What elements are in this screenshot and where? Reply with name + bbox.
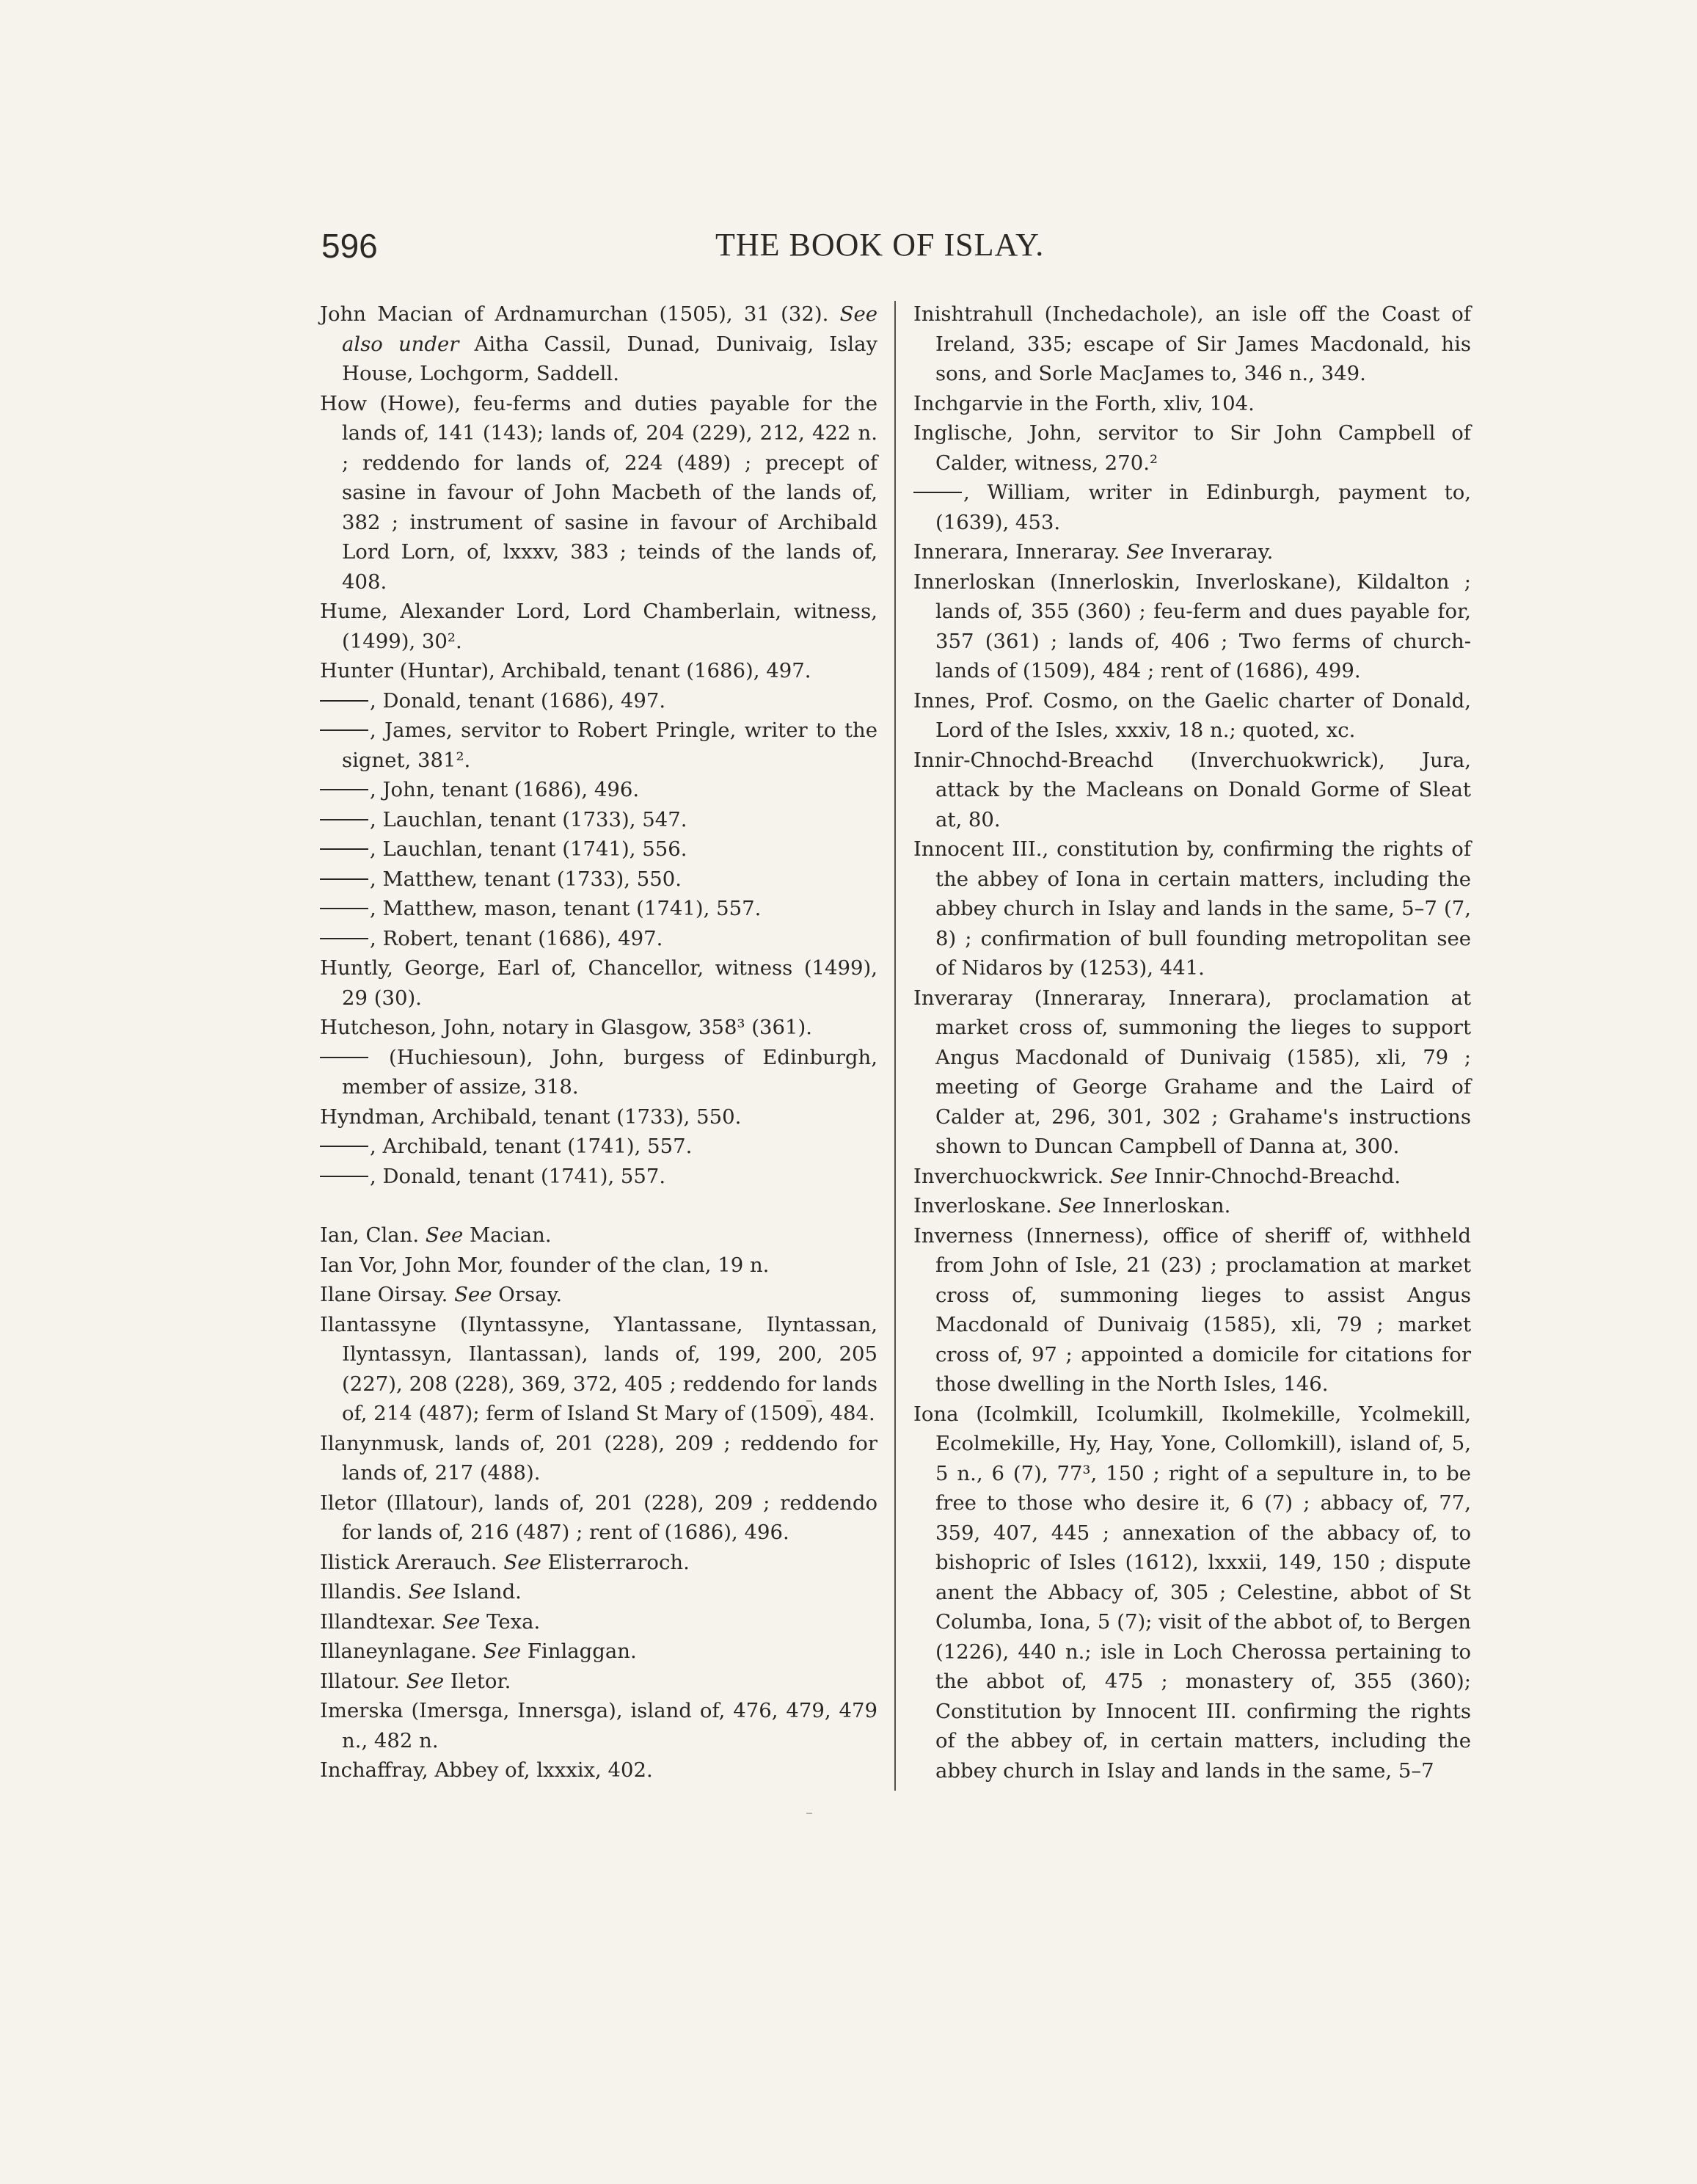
entry-text: Hutcheson, John, notary in Glasgow, 358³ (361). — [320, 1016, 812, 1039]
cross-reference-label: See — [503, 1550, 541, 1574]
entry-text: Inverloskane. — [913, 1194, 1059, 1217]
index-entry — [913, 537, 1471, 567]
repeat-dash — [320, 878, 368, 880]
index-entry — [320, 1755, 877, 1786]
entry-text: Illatour. — [320, 1669, 406, 1693]
entry-text-rest: Innir-Chnochd-Breachd. — [1147, 1164, 1401, 1188]
repeat-dash — [320, 1176, 368, 1177]
entry-text: , Archibald, tenant (1741), 557. — [370, 1135, 693, 1158]
index-entry — [320, 1696, 877, 1755]
index-entry — [320, 1043, 877, 1102]
index-entry — [320, 389, 877, 597]
entry-text: Illaneynlagane. — [320, 1639, 483, 1663]
index-entry — [913, 1162, 1471, 1192]
index-entry — [913, 834, 1471, 983]
entry-text: Innerara, Inneraray. — [913, 540, 1127, 564]
index-entry — [320, 1102, 877, 1132]
entry-text-rest: Innerloskan. — [1095, 1194, 1231, 1217]
entry-text: Imerska (Imersga, Innersga), island of, 476, 479, 479 n., 482 n. — [320, 1699, 877, 1752]
index-entry — [320, 924, 877, 954]
cross-reference-label: See — [1110, 1164, 1148, 1188]
entry-text: Innocent III., constitution by, confirming the rights of the abbey of Iona in certain matters, including the abbey church in Islay and lands in the same, 5–7 (7, 8) ; confirmation of bull founding metropolitan see of Nidaros by (1253), 441. — [913, 837, 1471, 980]
entry-text: Inchgarvie in the Forth, xliv, 104. — [913, 391, 1255, 415]
index-entry — [320, 864, 877, 895]
running-title: THE BOOK OF ISLAY. — [715, 227, 1045, 263]
index-entry — [320, 1488, 877, 1548]
index-entry — [913, 478, 1471, 537]
index-entry — [320, 1667, 877, 1697]
cross-reference-label: See — [425, 1223, 464, 1247]
entry-text-rest: Inveraray. — [1164, 540, 1274, 564]
index-entry — [320, 1280, 877, 1310]
entry-text: Hyndman, Archibald, tenant (1733), 550. — [320, 1104, 742, 1129]
repeat-dash — [320, 789, 368, 790]
entry-text-rest: Texa. — [480, 1609, 541, 1634]
index-entry — [913, 299, 1471, 389]
entry-text: Inchaffray, Abbey of, lxxxix, 402. — [320, 1758, 653, 1782]
cross-reference-label: See — [408, 1580, 446, 1604]
cross-reference-label: See — [1126, 540, 1164, 564]
entry-text: Iona (Icolmkill, Icolumkill, Ikolmekille, Ycolmekill, Ecolmekille, Hy, Hay, Yone, Collomkill), island of, 5, 5 n., 6 (7), 77³, 150 ; right of a sepulture in, to be free to those who desire it, 6 (7) ; abbacy of, 77, 359, 407, 445 ; annexation of the abbacy of, to bishopric of Isles (1612), lxxxii, 149, 150 ; dispute anent the Abbacy of, 305 ; Celestine, abbot of St Columba, Iona, 5 (7); visit of the abbot of, to Bergen (1226), 440 n.; isle in Loch Cherossa pertaining to the abbot of, 475 ; monastery of, 355 (360); Constitution by Innocent III. confirming the rights of the abbey of, in certain matters, including the abbey church in Islay and lands in the same, 5–7 — [913, 1402, 1471, 1783]
entry-text-rest: Finlaggan. — [521, 1639, 637, 1663]
index-entry — [320, 1310, 877, 1429]
entry-text: Ian Vor, John Mor, founder of the clan, 19 n. — [320, 1253, 770, 1277]
index-entry — [320, 1251, 877, 1281]
cross-reference-label: See — [1058, 1194, 1096, 1217]
entry-text: (Huchiesoun), John, burgess of Edinburgh, member of assize, 318. — [342, 1045, 877, 1099]
repeat-dash — [320, 908, 368, 909]
entry-text: , Donald, tenant (1741), 557. — [370, 1164, 666, 1188]
index-entry — [320, 1637, 877, 1667]
entry-text: , Matthew, mason, tenant (1741), 557. — [370, 897, 762, 920]
index-entry — [320, 656, 877, 686]
repeat-dash — [320, 819, 368, 820]
repeat-dash — [320, 938, 368, 939]
entry-text: Ian, Clan. — [320, 1223, 426, 1247]
repeat-dash — [320, 1146, 368, 1147]
entry-text: Hume, Alexander Lord, Lord Chamberlain, witness, (1499), 30². — [320, 600, 877, 653]
repeat-dash — [913, 492, 962, 493]
index-entry — [320, 805, 877, 835]
entry-text: Inverness (Innerness), office of sheriff of, withheld from John of Isle, 21 (23) ; proclamation at market cross of, summoning lieges to assist Angus Macdonald of Dunivaig (1585), xli, 79 ; market cross of, 97 ; appointed a domicile for citations for those dwelling in the North Isles, 146. — [913, 1223, 1471, 1396]
index-entry — [320, 1013, 877, 1043]
index-entry — [913, 746, 1471, 835]
entry-text: Ilantassyne (Ilyntassyne, Ylantassane, Ilyntassan, Ilyntassyn, Ilantassan), lands of, 199, 200, 205 (227), 208 (228), 369, 372, 405 ; reddendo for lands of, 214 (487); ferm of Island St Mary of (1509), 484. — [320, 1312, 877, 1425]
index-entry — [913, 418, 1471, 478]
entry-text: Ilane Oirsay. — [320, 1283, 455, 1306]
index-entry — [320, 1132, 877, 1162]
index-entry — [320, 1607, 877, 1637]
index-entry — [913, 567, 1471, 686]
entry-text: How (Howe), feu-ferms and duties payable for the lands of, 141 (143); lands of, 204 (229), 212, 422 n. ; reddendo for lands of, 224 (489) ; precept of sasine in favour of John Macbeth of the lands of, 382 ; instrument of sasine in favour of Archibald Lord Lorn, of, lxxxv, 383 ; teinds of the lands of, 408. — [320, 391, 877, 594]
entry-text: Ilistick Arerauch. — [320, 1550, 504, 1574]
entry-text-rest: Island. — [445, 1580, 522, 1604]
page-number: 596 — [321, 227, 378, 265]
index-entry — [913, 1399, 1471, 1786]
index-entry — [913, 389, 1471, 419]
entry-text: Huntly, George, Earl of, Chancellor, witness (1499), 29 (30). — [320, 956, 877, 1010]
index-entry — [320, 597, 877, 656]
index-entry — [913, 686, 1471, 746]
index-entry — [320, 1548, 877, 1578]
entry-text-rest: Orsay. — [492, 1283, 563, 1306]
entry-text-rest: Elisterraroch. — [541, 1550, 690, 1574]
index-entry — [320, 775, 877, 805]
entry-text: , Donald, tenant (1686), 497. — [370, 688, 666, 713]
entry-text-rest: Iletor. — [444, 1669, 511, 1693]
repeat-dash — [320, 1057, 368, 1058]
entry-text: Inglische, John, servitor to Sir John Campbell of Calder, witness, 270.² — [913, 421, 1471, 475]
cross-reference-label: See — [483, 1639, 522, 1663]
entry-text: Innir-Chnochd-Breachd (Inverchuokwrick), Jura, attack by the Macleans on Donald Gorme of Sleat at, 80. — [913, 748, 1471, 831]
index-column-left — [320, 299, 877, 1786]
entry-text: , Matthew, tenant (1733), 550. — [370, 867, 682, 891]
entry-text: Inveraray (Inneraray, Innerara), proclamation at market cross of, summoning the lieges to support Angus Macdonald of Dunivaig (1585), xli, 79 ; meeting of George Grahame and the Laird of Calder at, 296, 301, 302 ; Grahame's instructions shown to Duncan Campbell of Danna at, 300. — [913, 986, 1471, 1158]
entry-text: John Macian of Ardnamurchan (1505), 31 (32). — [320, 302, 840, 326]
cross-reference-label: See — [406, 1669, 445, 1693]
cross-reference-label: See also under — [342, 302, 877, 356]
index-entry — [913, 983, 1471, 1162]
repeat-dash — [320, 848, 368, 850]
index-column-right — [913, 299, 1471, 1786]
entry-text: , Robert, tenant (1686), 497. — [370, 926, 663, 950]
index-entry — [913, 1221, 1471, 1399]
entry-text: Illandis. — [320, 1580, 409, 1604]
entry-text-rest: Macian. — [463, 1223, 552, 1247]
entry-text: , John, tenant (1686), 496. — [370, 778, 640, 801]
entry-text: , William, writer in Edinburgh, payment to, (1639), 453. — [935, 481, 1471, 534]
entry-text: , James, servitor to Robert Pringle, writer to the signet, 381². — [342, 718, 877, 772]
index-entry — [320, 1577, 877, 1607]
index-entry — [320, 1429, 877, 1488]
entry-text: Innerloskan (Innerloskin, Inverloskane), Kildalton ; lands of, 355 (360) ; feu-ferm and dues payable for, 357 (361) ; lands of, 406 ; Two ferms of church-lands of (1509), 484 ; rent of (1686), 499. — [913, 569, 1471, 682]
column-divider — [894, 301, 896, 1791]
stray-mark — [806, 1400, 812, 1402]
entry-text: , Lauchlan, tenant (1733), 547. — [370, 807, 687, 831]
entry-text-rest: Aitha Cassil, Dunad, Dunivaig, Islay House, Lochgorm, Saddell. — [342, 332, 877, 385]
index-entry — [320, 894, 877, 924]
index-entry — [913, 1191, 1471, 1221]
entry-text: Inishtrahull (Inchedachole), an isle off the Coast of Ireland, 335; escape of Sir James Macdonald, his sons, and Sorle MacJames to, 346 n., 349. — [913, 302, 1471, 385]
index-entry — [320, 686, 877, 716]
index-entry — [320, 1162, 877, 1192]
cross-reference-label: See — [454, 1283, 492, 1306]
entry-text: Inverchuockwrick. — [913, 1164, 1111, 1188]
index-entry — [320, 716, 877, 775]
entry-text: , Lauchlan, tenant (1741), 556. — [370, 837, 687, 861]
entry-text: Ilanynmusk, lands of, 201 (228), 209 ; reddendo for lands of, 217 (488). — [320, 1431, 877, 1485]
index-entry — [320, 1220, 877, 1251]
index-entry — [320, 953, 877, 1013]
entry-text: Iletor (Illatour), lands of, 201 (228), 209 ; reddendo for lands of, 216 (487) ; rent of (1686), 496. — [320, 1490, 877, 1544]
index-entry — [320, 299, 877, 389]
entry-text: Hunter (Huntar), Archibald, tenant (1686), 497. — [320, 659, 811, 682]
entry-text: Innes, Prof. Cosmo, on the Gaelic charter of Donald, Lord of the Isles, xxxiv, 18 n.; quoted, xc. — [913, 688, 1471, 742]
stray-mark — [806, 1813, 812, 1814]
repeat-dash — [320, 700, 368, 702]
index-entry — [320, 834, 877, 864]
repeat-dash — [320, 729, 368, 731]
entry-text: Illandtexar. — [320, 1609, 443, 1634]
cross-reference-label: See — [442, 1609, 481, 1634]
